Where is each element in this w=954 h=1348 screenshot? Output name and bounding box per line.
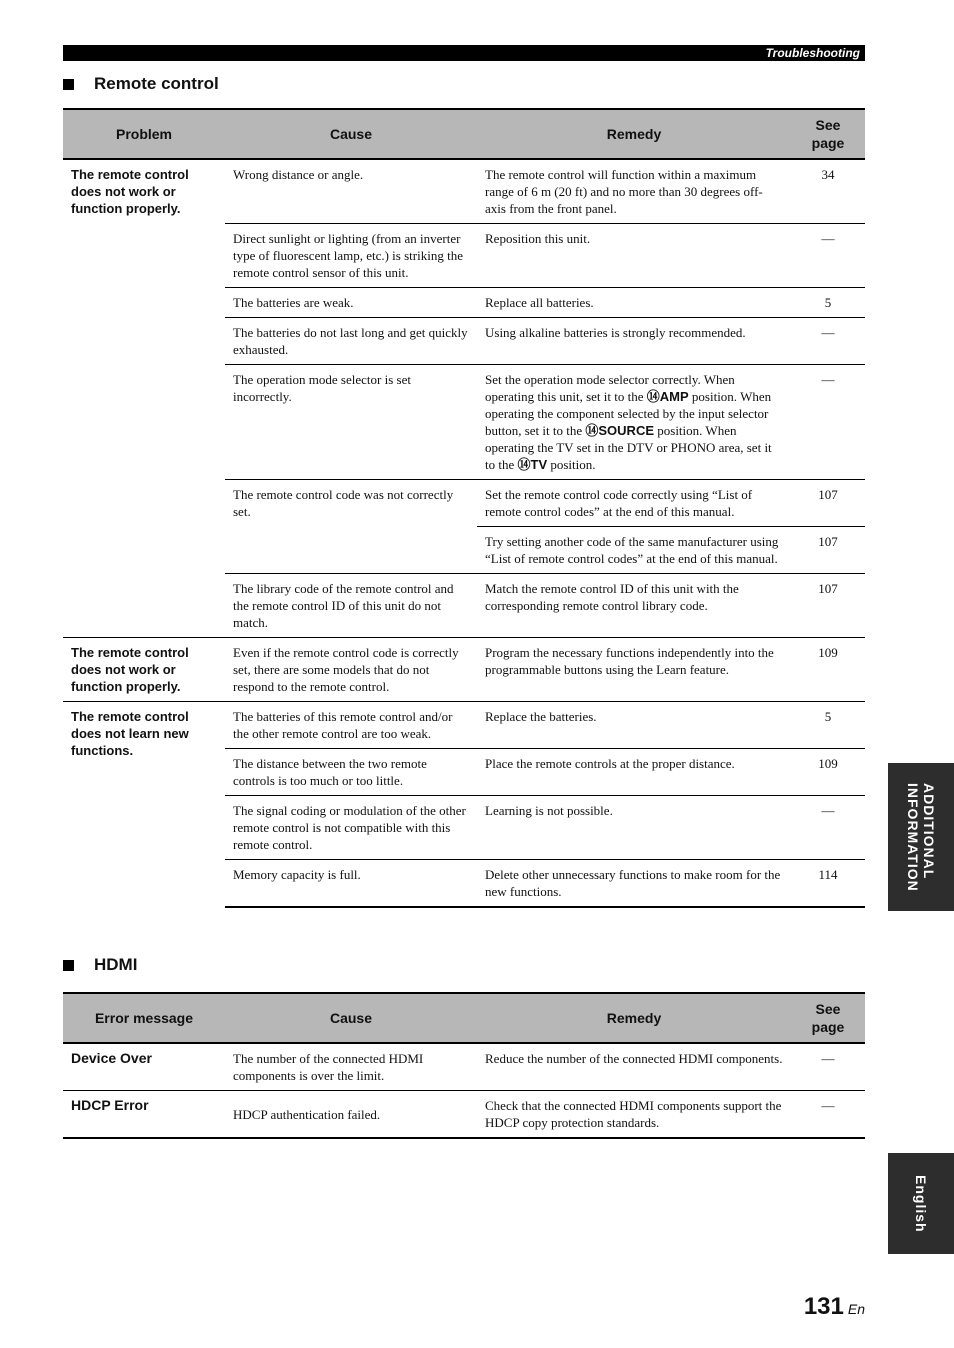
english-label: English [913, 1174, 929, 1233]
remedy-cell: Try setting another code of the same manufacturer using “List of remote control codes” at the end of this manual. [477, 527, 791, 574]
problem-cell: The remote control does not work or function properly. [63, 638, 225, 702]
column-header-problem: Problem [63, 109, 225, 159]
remedy-text: position. When operating the TV set in the DTV or PHONO area, set it to the [485, 423, 772, 472]
additional-information-label: ADDITIONAL INFORMATION [905, 782, 937, 892]
remedy-cell: Match the remote control ID of this unit with the corresponding remote control library code. [477, 574, 791, 638]
error-message-cell: HDCP Error [63, 1091, 225, 1139]
cause-cell: The remote control code was not correctly set. [225, 480, 477, 574]
tv-mode-label: ⑭TV [517, 457, 548, 472]
cause-cell: The library code of the remote control and the remote control ID of this unit do not match. [225, 574, 477, 638]
remedy-cell: Replace all batteries. [477, 288, 791, 318]
page-cell: 5 [791, 702, 865, 749]
page-number-value: 131 [803, 1293, 844, 1320]
table-row [63, 159, 865, 224]
page-cell: — [791, 318, 865, 365]
column-header-remedy: Remedy [477, 109, 791, 159]
page-cell: 107 [791, 480, 865, 527]
page-cell: 109 [791, 638, 865, 702]
remedy-cell: Set the remote control code correctly using “List of remote control codes” at the end of this manual. [477, 480, 791, 527]
table-header-row [63, 109, 865, 159]
square-bullet-icon [63, 960, 74, 971]
cause-cell: The operation mode selector is set incorrectly. [225, 365, 477, 480]
page-cell: 107 [791, 574, 865, 638]
remedy-text: Set the operation mode selector correctly. When operating this unit, set it to the [485, 372, 735, 404]
remedy-cell: Check that the connected HDMI components support the HDCP copy protection standards. [477, 1091, 791, 1139]
page-cell: — [791, 1043, 865, 1091]
column-header-remedy: Remedy [477, 993, 791, 1043]
square-bullet-icon [63, 79, 74, 90]
cause-cell: Memory capacity is full. [225, 860, 477, 908]
column-header-cause: Cause [225, 109, 477, 159]
column-header-see-page: See page [791, 109, 865, 159]
remedy-text: position. When operating the component selected by the input selector button, set it to the [485, 389, 772, 438]
page-cell: 107 [791, 527, 865, 574]
hdmi-table [63, 992, 865, 1139]
cause-cell: The batteries are weak. [225, 288, 477, 318]
table-row [63, 702, 865, 749]
page-cell: — [791, 365, 865, 480]
remedy-cell: Reduce the number of the connected HDMI components. [477, 1043, 791, 1091]
table-row [63, 1091, 865, 1139]
column-header-error-message: Error message [63, 993, 225, 1043]
remedy-cell: Learning is not possible. [477, 796, 791, 860]
table-row [63, 638, 865, 702]
remedy-cell: The remote control will function within a maximum range of 6 m (20 ft) and no more than 30 degrees off-axis from the front panel. [477, 159, 791, 224]
cause-cell: The signal coding or modulation of the other remote control is not compatible with this remote control. [225, 796, 477, 860]
remedy-cell: Delete other unnecessary functions to make room for the new functions. [477, 860, 791, 908]
header-section-title: Troubleshooting [765, 46, 860, 60]
problem-cell: The remote control does not learn new functions. [63, 702, 225, 908]
table-row [63, 1043, 865, 1091]
remedy-cell: Replace the batteries. [477, 702, 791, 749]
hdmi-heading [63, 955, 137, 975]
remedy-cell: Place the remote controls at the proper distance. [477, 749, 791, 796]
page-cell: — [791, 1091, 865, 1139]
remote-control-heading [63, 74, 219, 94]
error-message-cell: Device Over [63, 1043, 225, 1091]
remote-control-table [63, 108, 865, 908]
page-cell: 109 [791, 749, 865, 796]
column-header-see-page: See page [791, 993, 865, 1043]
source-mode-label: ⑭SOURCE [585, 423, 655, 438]
remedy-text: position. [547, 457, 596, 472]
cause-cell: Wrong distance or angle. [225, 159, 477, 224]
amp-mode-label: ⑭AMP [646, 389, 689, 404]
cause-cell: The distance between the two remote controls is too much or too little. [225, 749, 477, 796]
cause-cell: Even if the remote control code is correctly set, there are some models that do not respond to the remote control. [225, 638, 477, 702]
page-cell: 114 [791, 860, 865, 908]
page-cell: 5 [791, 288, 865, 318]
page-cell: — [791, 796, 865, 860]
hdmi-heading-text: HDMI [94, 955, 138, 974]
cause-cell: HDCP authentication failed. [225, 1091, 477, 1139]
header-bar [63, 45, 865, 61]
cause-cell: The batteries of this remote control and/or the other remote control are too weak. [225, 702, 477, 749]
cause-cell: The number of the connected HDMI components is over the limit. [225, 1043, 477, 1091]
column-header-cause: Cause [225, 993, 477, 1043]
remedy-cell-operation-mode [477, 365, 791, 480]
page-number-suffix: En [847, 1301, 865, 1317]
english-tab [888, 1153, 954, 1254]
remedy-cell: Reposition this unit. [477, 224, 791, 288]
cause-cell: The batteries do not last long and get quickly exhausted. [225, 318, 477, 365]
remote-control-heading-text: Remote control [94, 74, 219, 93]
cause-cell: Direct sunlight or lighting (from an inverter type of fluorescent lamp, etc.) is striking the remote control sensor of this unit. [225, 224, 477, 288]
page-cell: — [791, 224, 865, 288]
remedy-cell: Program the necessary functions independently into the programmable buttons using the Learn feature. [477, 638, 791, 702]
problem-cell: The remote control does not work or function properly. [63, 159, 225, 638]
table-header-row [63, 993, 865, 1043]
page-cell: 34 [791, 159, 865, 224]
remedy-cell: Using alkaline batteries is strongly recommended. [477, 318, 791, 365]
page-number [804, 1293, 865, 1321]
additional-information-tab [888, 763, 954, 911]
